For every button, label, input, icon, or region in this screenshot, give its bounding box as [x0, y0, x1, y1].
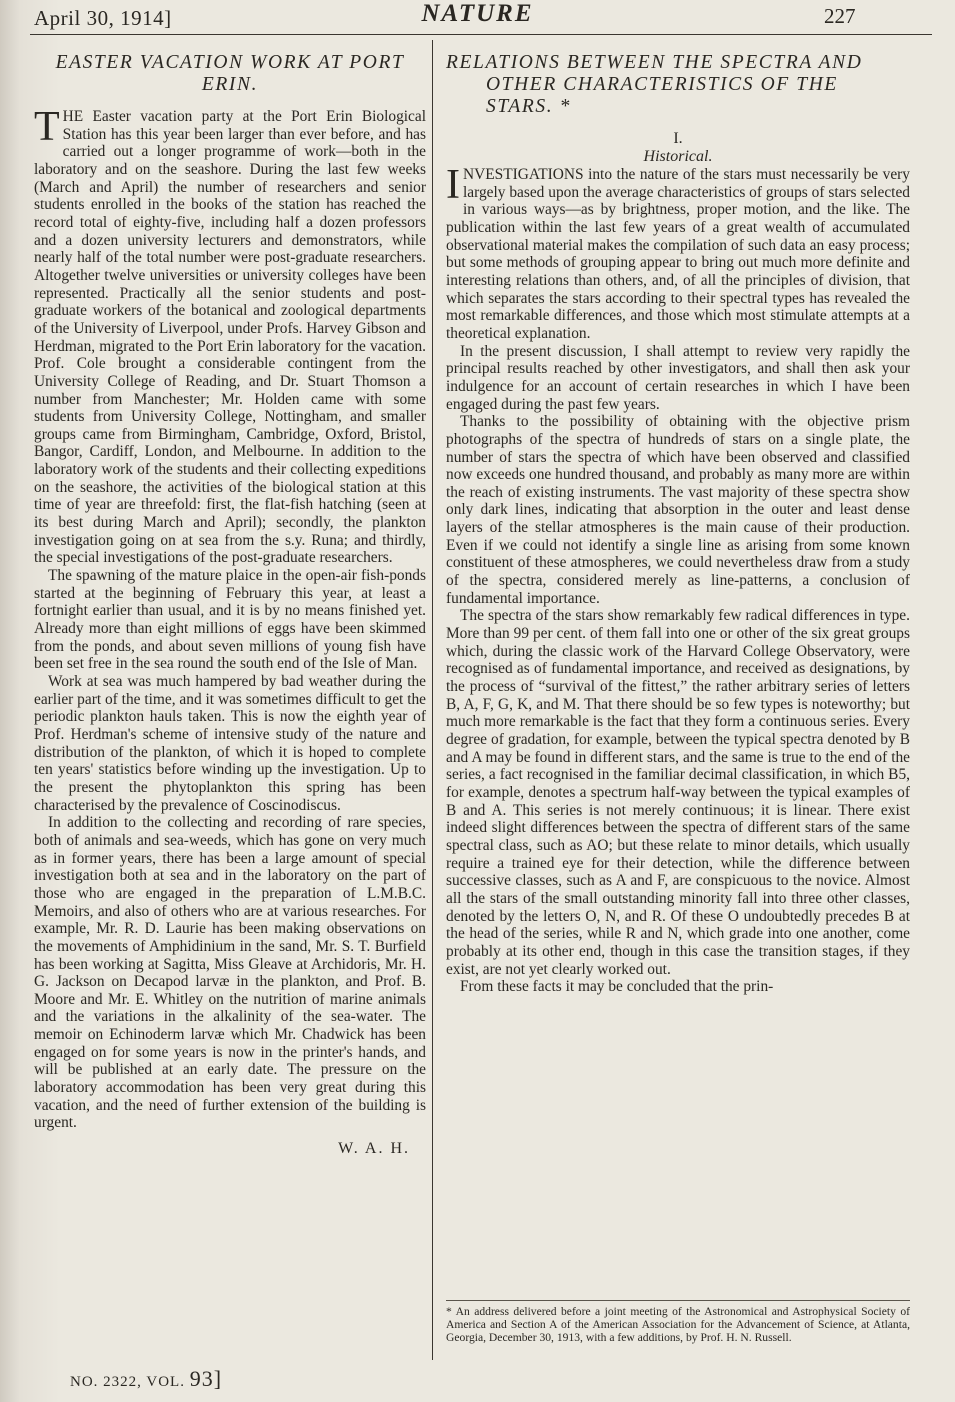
- header-rule: [30, 34, 932, 35]
- page-header: [0, 0, 955, 36]
- right-paragraph-2: In the present discussion, I shall attempt to review very rapidly the principal results reached by other investigators, and shall then ask your indulgence for an account of certain researches in which I have been engaged during the past few years.: [446, 342, 910, 413]
- issue-label: NO. 2322, VOL.: [70, 1374, 185, 1390]
- right-title-line-2: OTHER CHARACTERISTICS OF THE: [486, 74, 838, 95]
- left-column: [34, 46, 426, 1158]
- page-footer: [70, 1366, 222, 1392]
- volume-number: 93]: [189, 1366, 223, 1391]
- footnote: * An address delivered before a joint meeting of the Astronomical and Astrophysical Society of America and Section A of the American Association for the Advancement of Science, at Atlanta, Georgia, December 30, 1913, with a few additions, by Prof. H. N. Russell.: [446, 1300, 910, 1344]
- section-title: Historical.: [643, 148, 713, 165]
- right-article-title: [446, 52, 910, 118]
- right-paragraph-4: The spectra of the stars show remarkably few radical differences in type. More than 99 per cent. of them fall into one or other of the six great groups which, during the classic work of the Harvard College Observatory, were recognised as of fundamental importance, and received as designations, by the process of “survival of the fittest,” the rather arbitrary series of letters B, A, F, G, K, and M. That there should be so few types is noteworthy; but much more remarkable is the fact that they form a continuous series. Every degree of gradation, for example, between the typical spectra denoted by B and A may be found in different stars, and the same is true to the end of the series, a fact recognised in the familiar decimal classification, in which B5, for example, denotes a spectrum half-way between the typical examples of B and A. This series is not merely continuous; it is linear. There exist indeed slight differences between the spectra of different stars of the same spectral class, such as AO; but these relate to minor details, which usually require a trained eye for their detection, while the difference between successive classes, such as A and F, are conspicuous to the novice. Almost all the stars of the small outstanding minority fall into three other classes, denoted by the letters O, N, and R. Of these O undoubtedly precedes B at the head of the series, while R and N, which grade into one another, come probably at its other end, though in this case the transition stages, if they exist, are not yet clearly worked out.: [446, 607, 910, 978]
- column-divider: [432, 40, 433, 1360]
- right-paragraph-5: From these facts it may be concluded that the prin-: [460, 978, 774, 996]
- right-paragraph-3: Thanks to the possibility of obtaining with the objective prism photographs of the spectra of hundreds of stars on a single plate, the number of stars the spectra of which have been observed and classified now exceeds one hundred thousand, and probably as many more are within the reach of existing instruments. The vast majority of these spectra show only dark lines, indicating that absorption in the outer and least dense layers of the stellar atmospheres is the main cause of their production. Even if we could not identify a single line as arising from some known constituent of these atmospheres, we could nevertheless draw from a study of the spectra, considered merely as line-patterns, a conclusion of fundamental importance.: [446, 413, 910, 607]
- right-column: [446, 46, 910, 996]
- right-title-line-3: STARS. *: [486, 96, 572, 117]
- left-paragraph-2: The spawning of the mature plaice in the open-air fish-ponds started at the beginning of February this year, at least a fortnight earlier than usual, and it is by no means finished yet. Already more than eight millions of eggs have been skimmed from the ponds, and about seven millions of young fish have been set free in the sea round the south end of the Isle of Man.: [34, 567, 426, 673]
- left-paragraph-1: THE Easter vacation party at the Port Erin Biological Station has this year been larger than ever before, and has carried out a longer programme of work—both in the laboratory and on the seashore. During the last few weeks (March and April) the number of researchers and senior students enrolled in the books of the station has reached the record total of eighty-five, including half a dozen professors and a dozen university lecturers and demonstrators, while nearly half of the total number were post-graduate researchers. Altogether twelve universities or university colleges have been represented. Practically all the senior students and post-graduate workers of the botanical and zoological departments of the University of Liverpool, under Profs. Harvey Gibson and Herdman, migrated to the Port Erin laboratory for the vacation. Prof. Cole brought a considerable contingent from the University College of Reading, and Dr. Stuart Thomson a number from Manchester; Mr. Holden came with some students from University College, Nottingham, and smaller groups came from Birmingham, Cambridge, Oxford, Bristol, Bangor, Cardiff, London, and Melbourne. In addition to the laboratory work of the students and their collecting expeditions on the seashore, the activities of the biological station at this time of year are threefold: first, the flat-fish hatching (seen at its best during March and April); secondly, the plankton investigation going on at sea from the s.y. Runa; and thirdly, the special investigations of the post-graduate researchers.: [34, 104, 426, 567]
- section-number: I.: [673, 130, 683, 147]
- journal-title: NATURE: [421, 0, 534, 27]
- left-paragraph-4: In addition to the collecting and recording of rare species, both of animals and sea-weeds, which has gone on very much as in former years, there has been a large amount of special investigation both at sea and in the laboratory on the part of those who are engaged in the preparation of L.M.B.C. Memoirs, and also of others who are at various researches. For example, Mr. R. D. Laurie has been making observations on the movements of Amphidinium in the sand, Mr. S. T. Burfield has been working at Sagitta, Miss Gleave at Archidoris, Mr. H. G. Jackson on Decapod larvæ in the plankton, and Prof. B. Moore and Mr. E. Whitley on the nutrition of marine animals and the variations in the alkalinity of the sea-water. The memoir on Echinoderm larvæ which Mr. Chadwick has been engaged on for some years is now in the printer's hands, and will be published at an early date. The pressure on the laboratory accommodation has been very great during this vacation, and the need of further extension of the building is urgent.: [34, 814, 426, 1132]
- right-paragraph-1: INVESTIGATIONS into the nature of the stars must necessarily be very largely based upon the average characteristics of groups of stars selected in various ways—as by brightness, proper motion, and the like. The publication within the last few years of a great wealth of accumulated observational material makes the compilation of such data an easy process; but some methods of grouping appear to bring out much more definite and interesting relations than others, and, of all the principles of division, that which separates the stars according to their spectral types has revealed the most remarkable differences, and those which most stimulate attempts at a theoretical explanation.: [446, 162, 910, 342]
- right-title-line-1: RELATIONS BETWEEN THE SPECTRA AND: [446, 52, 863, 73]
- page-number: 227: [824, 4, 856, 28]
- header-date: April 30, 1914]: [34, 6, 172, 30]
- left-article-title: EASTER VACATION WORK AT PORT ERIN.: [55, 52, 405, 95]
- left-paragraph-3: Work at sea was much hampered by bad weather during the earlier part of the time, and it was sometimes difficult to get the periodic plankton hauls taken. This is now the eighth year of Prof. Herdman's scheme of intensive study of the nature and distribution of the plankton, of which it is hoped to complete ten years' statistics before winding up the investigation. Up to the present the phytoplankton this spring has been characterised by the prevalence of Coscinodiscus.: [34, 673, 426, 814]
- signature: W. A. H.: [338, 1140, 410, 1158]
